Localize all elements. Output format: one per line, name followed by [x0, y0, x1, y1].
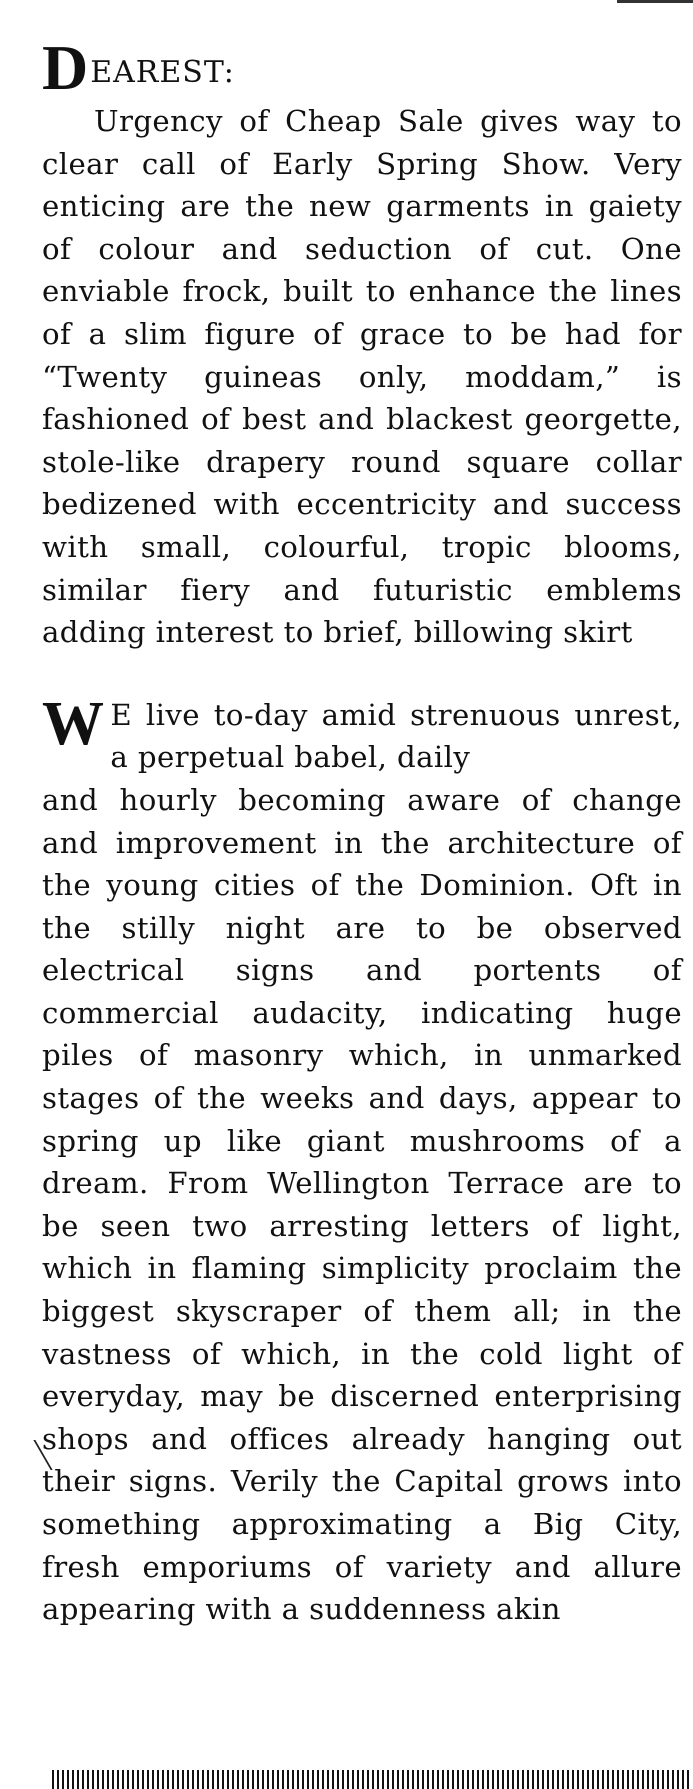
paragraph-2-opening: E live to-day amid strenuous unrest, a perpetual babel, daily — [110, 697, 682, 775]
paragraph-1-text: Urgency of Cheap Sale gives way to clear call of Early Spring Show. Very enticing are the new garments in gaiety of colour and seduction of cut. One enviable frock, built to enhance the lines of a slim figure of grace to be had for “Twenty guineas only, moddam,” is fashioned of best and blackest georgette, stole-like drapery round square collar bedizened with eccentricity and success with small, colourful, tropic blooms, similar fiery and futuristic emblems adding interest to brief, billowing skirt — [42, 104, 682, 650]
article-column — [42, 20, 682, 1631]
paragraph-2-drop-cap: W — [42, 689, 105, 758]
top-rule — [617, 0, 693, 3]
paragraph-1 — [42, 100, 682, 654]
paragraph-2 — [42, 689, 682, 1631]
heading-text: EAREST: — [90, 55, 235, 90]
article-heading — [42, 20, 682, 103]
bottom-ornament-rule — [52, 1770, 692, 1789]
paragraph-2-text: and hourly becoming aware of change and improvement in the architecture of the young cities of the Dominion. Oft in the stilly night are to be observed electrical signs and portents of commercial audacity, indicating huge piles of masonry which, in unmarked stages of the weeks and days, appear to spring up like giant mushrooms of a dream. From Wellington Terrace are to be seen two arresting letters of light, which in flaming simplicity proclaim the biggest skyscraper of them all; in the vastness of which, in the cold light of everyday, may be discerned enterprising shops and offices already hanging out their signs. Verily the Capital grows into something approximating a Big City, fresh emporiums of variety and allure appearing with a suddenness akin — [42, 782, 682, 1627]
heading-drop-cap: D — [42, 32, 89, 103]
